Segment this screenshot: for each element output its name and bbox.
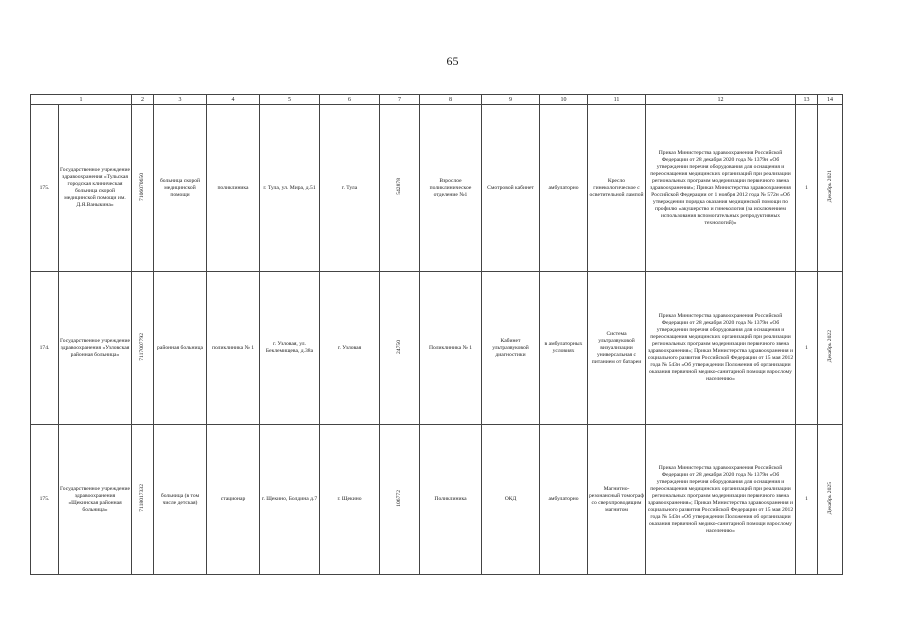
table-row [31, 272, 843, 425]
legal-basis: Приказ Министерства здравоохранения Российской Федерации от 28 декабря 2020 года № 1379н «Об утверждении перечня оборудования для оснащения и переоснащения медицинских организаций при реализации региональных программ модернизации первичного звена здравоохранения»; Приказ Министерства здравоохранения и социального развития Российской Федерации от 15 мая 2012 года № 543н «Об утверждении Положения об организации оказания первичной медико-санитарной помощи взрослому населению» [646, 425, 796, 575]
cabinet: Смотровой кабинет [482, 105, 540, 272]
structural-unit: поликлиника № 1 [207, 272, 260, 425]
department: Взрослое поликлиническое отделение №1 [420, 105, 482, 272]
oktmo-value: 542878 [396, 178, 402, 195]
column-number: 5 [260, 95, 320, 105]
quantity: 1 [796, 425, 818, 575]
table-row [31, 105, 843, 272]
column-number: 3 [154, 95, 207, 105]
oktmo-value: 24750 [396, 339, 402, 354]
legal-basis: Приказ Министерства здравоохранения Российской Федерации от 28 декабря 2020 года № 1379н «Об утверждении перечня оборудования для оснащения и переоснащения медицинских организаций при реализации региональных программ модернизации первичного звена здравоохранения»; Приказ Министерства здравоохранения и социального развития Российской Федерации от 15 мая 2012 года № 543н «Об утверждении Положения об организации оказания первичной медико-санитарной помощи взрослому населению» [646, 272, 796, 425]
equipment-name: Кресло гинекологическое с осветительной лампой [588, 105, 646, 272]
address: г. Тула, ул. Мира, д.51 [260, 105, 320, 272]
column-number-row [31, 95, 843, 105]
address: г. Узловая, ул. Беклемищева, д.38а [260, 272, 320, 425]
equipment-name: Магнитно-резонансный томограф со сверхпроводящим магнитом [588, 425, 646, 575]
inn-cell [132, 105, 154, 272]
column-number: 12 [646, 95, 796, 105]
column-number: 10 [540, 95, 588, 105]
oktmo-value: 106772 [396, 489, 402, 507]
address: г. Щекино, Болдина д.7 [260, 425, 320, 575]
quantity: 1 [796, 105, 818, 272]
row-number: 174. [31, 272, 59, 425]
organization-name: Государственное учреждение здравоохранения «Тульская городская клиническая больница скорой медицинской помощи им. Д.Я.Ваныкина» [59, 105, 132, 272]
cabinet: ОКД [482, 425, 540, 575]
delivery-date: Декабрь 2021 [826, 170, 833, 203]
care-conditions: амбулаторно [540, 425, 588, 575]
equipment-name: Система ультразвуковой визуализации универсальная с питанием от батареи [588, 272, 646, 425]
row-number: 175. [31, 425, 59, 575]
cabinet: Кабинет ультразвуковой диагностики [482, 272, 540, 425]
column-number: 6 [320, 95, 380, 105]
date-cell [818, 105, 843, 272]
facility-type: больница скорой медицинской помощи [154, 105, 207, 272]
inn-cell [132, 272, 154, 425]
date-cell [818, 425, 843, 575]
quantity: 1 [796, 272, 818, 425]
inn-value: 7118017332 [139, 484, 145, 512]
locality: г. Щекино [320, 425, 380, 575]
column-number: 14 [818, 95, 843, 105]
care-conditions: в амбулаторных условиях [540, 272, 588, 425]
column-number: 7 [380, 95, 420, 105]
row-number: 175. [31, 105, 59, 272]
table-row [31, 425, 843, 575]
department: Поликлиника № 1 [420, 272, 482, 425]
equipment-registry-table [30, 94, 843, 575]
organization-name: Государственное учреждение здравоохранения «Щекинская районная больница» [59, 425, 132, 575]
delivery-date: Декабрь 2022 [826, 330, 833, 363]
legal-basis: Приказ Министерства здравоохранения Российской Федерации от 28 декабря 2020 года № 1379н «Об утверждении перечня оборудования для оснащения и переоснащения медицинских организаций при реализации региональных программ модернизации первичного звена здравоохранения»; Приказ Министерства здравоохранения Российской Федерации от 1 ноября 2012 года № 572н «Об утверждении порядка оказания медицинской помощи по профилю «акушерство и гинекология (за исключением использования вспомогательных репродуктивных технологий)» [646, 105, 796, 272]
inn-value: 7117007792 [139, 332, 145, 361]
structural-unit: стационар [207, 425, 260, 575]
care-conditions: амбулаторно [540, 105, 588, 272]
inn-cell [132, 425, 154, 575]
oktmo-cell [380, 272, 420, 425]
column-number: 4 [207, 95, 260, 105]
locality: г. Узловая [320, 272, 380, 425]
page-number: 65 [446, 54, 459, 68]
oktmo-cell [380, 105, 420, 272]
oktmo-cell [380, 425, 420, 575]
structural-unit: поликлиника [207, 105, 260, 272]
column-number: 8 [420, 95, 482, 105]
column-number: 9 [482, 95, 540, 105]
organization-name: Государственное учреждение здравоохранения «Узловская районная больница» [59, 272, 132, 425]
inn-value: 7106070650 [139, 172, 145, 201]
date-cell [818, 272, 843, 425]
facility-type: больница (в том числе детская) [154, 425, 207, 575]
delivery-date: Декабрь 2025 [826, 481, 833, 515]
locality: г. Тула [320, 105, 380, 272]
column-number: 1 [31, 95, 132, 105]
facility-type: районная больница [154, 272, 207, 425]
department: Поликлиника [420, 425, 482, 575]
column-number: 2 [132, 95, 154, 105]
column-number: 13 [796, 95, 818, 105]
column-number: 11 [588, 95, 646, 105]
